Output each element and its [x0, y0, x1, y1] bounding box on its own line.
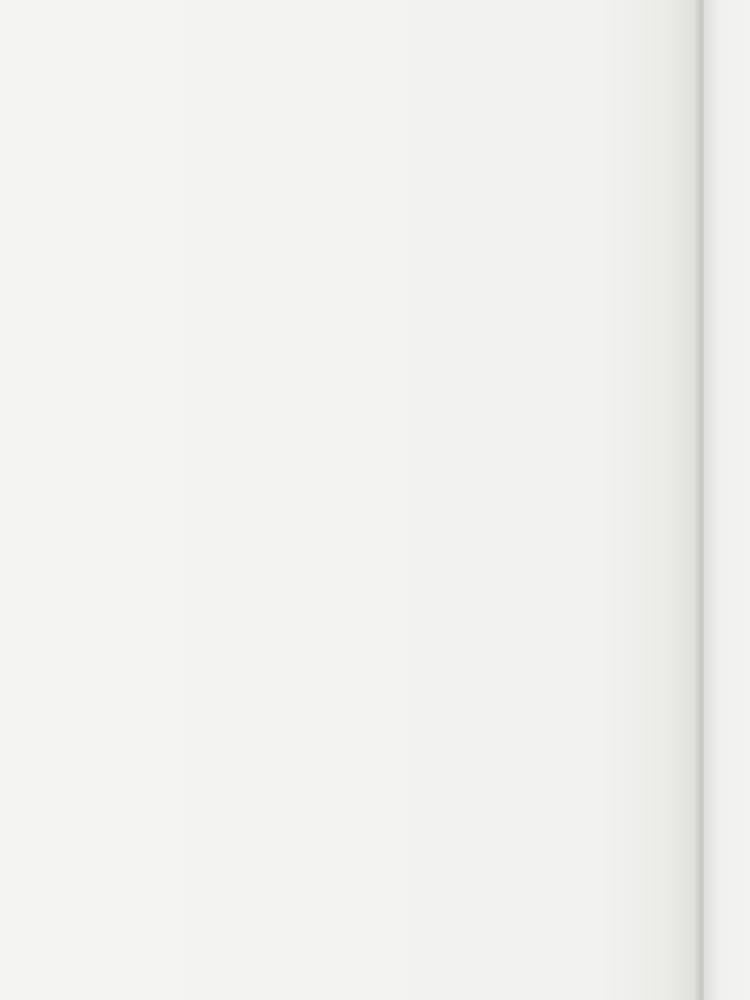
right-page — [704, 0, 750, 1000]
